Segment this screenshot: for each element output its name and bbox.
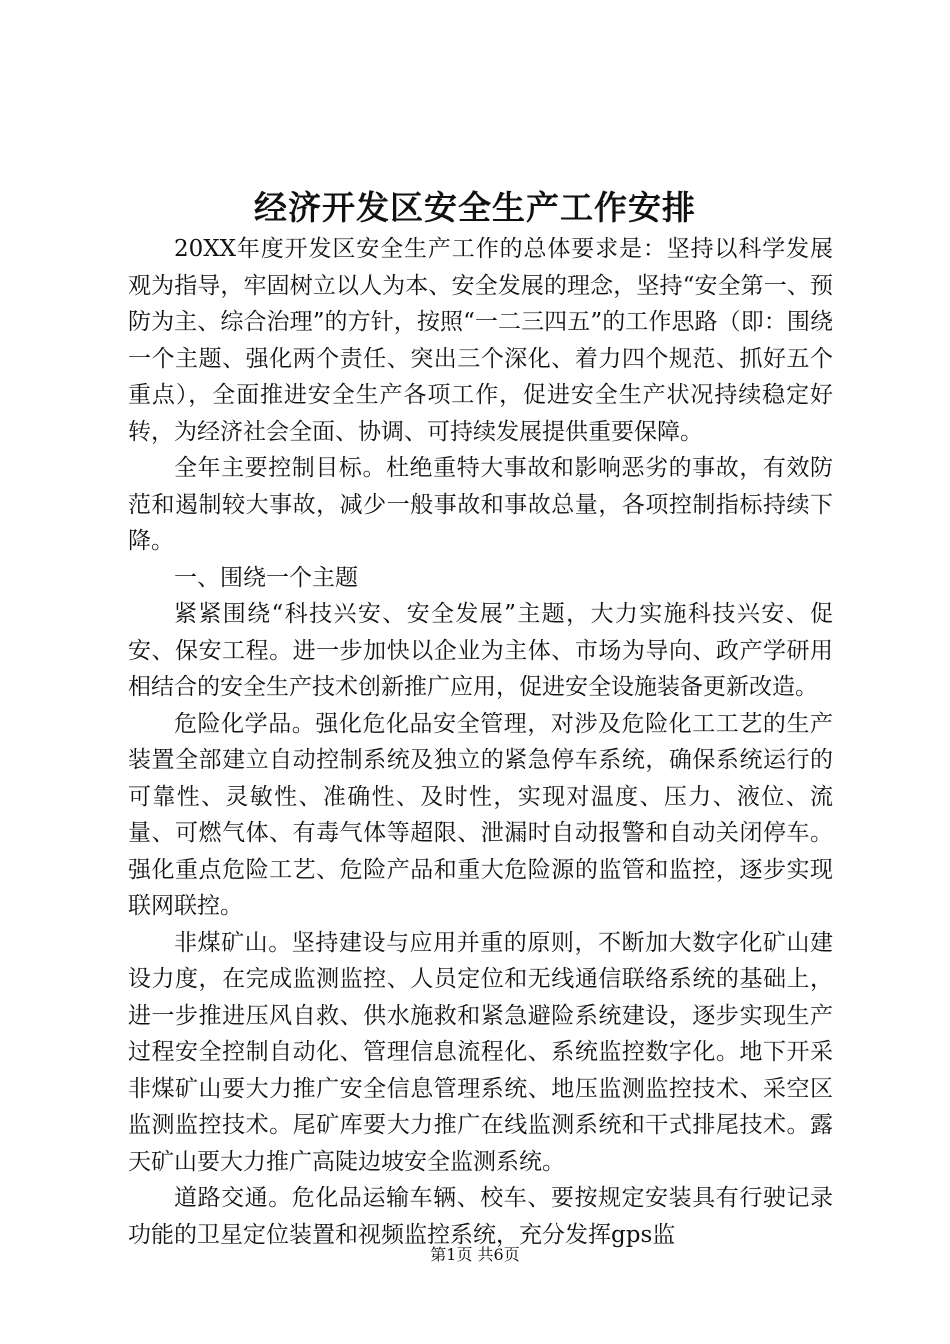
paragraph-theme-description: 紧紧围绕“科技兴安、安全发展”主题，大力实施科技兴安、促安、保安工程。进一步加快以企业为主体、市场为导向、政产学研用相结合的安全生产技术创新推广应用，促进安全设施装备更新改造。 (128, 601, 833, 700)
document-body (128, 231, 833, 1253)
paragraph-road-traffic: 道路交通。危化品运输车辆、校车、要按规定安装具有行驶记录功能的卫星定位装置和视频监控系统，充分发挥gps监 (128, 1185, 833, 1248)
paragraph-non-coal-mines: 非煤矿山。坚持建设与应用并重的原则，不断加大数字化矿山建设力度，在完成监测监控、人员定位和无线通信联络系统的基础上，进一步推进压风自救、供水施救和紧急避险系统建设，逐步实现生产过程安全控制自动化、管理信息流程化、系统监控数字化。地下开采非煤矿山要大力推广安全信息管理系统、地压监测监控技术、采空区监测监控技术。尾矿库要大力推广在线监测系统和干式排尾技术。露天矿山要大力推广高陡边坡安全监测系统。 (128, 929, 833, 1175)
paragraph-general-requirements: 20XX年度开发区安全生产工作的总体要求是：坚持以科学发展观为指导，牢固树立以人为本、安全发展的理念，坚持“安全第一、预防为主、综合治理”的方针，按照“一二三四五”的工作思路（即：围绕一个主题、强化两个责任、突出三个深化、着力四个规范、抓好五个重点），全面推进安全生产各项工作，促进安全生产状况持续稳定好转，为经济社会全面、协调、可持续发展提供重要保障。 (128, 236, 833, 445)
document-title: 经济开发区安全生产工作安排 (254, 188, 696, 227)
paragraph-annual-targets: 全年主要控制目标。杜绝重特大事故和影响恶劣的事故，有效防范和遏制较大事故，减少一般事故和事故总量，各项控制指标持续下降。 (128, 455, 833, 554)
section-heading-one-theme: 一、围绕一个主题 (174, 564, 358, 591)
paragraph-hazardous-chemicals: 危险化学品。强化危化品安全管理，对涉及危险化工工艺的生产装置全部建立自动控制系统及独立的紧急停车系统，确保系统运行的可靠性、灵敏性、准确性、及时性，实现对温度、压力、液位、流量、可燃气体、有毒气体等超限、泄漏时自动报警和自动关闭停车。强化重点危险工艺、危险产品和重大危险源的监管和监控，逐步实现联网联控。 (128, 710, 833, 919)
page-number-footer: 第1页 共6页 (430, 1245, 520, 1264)
